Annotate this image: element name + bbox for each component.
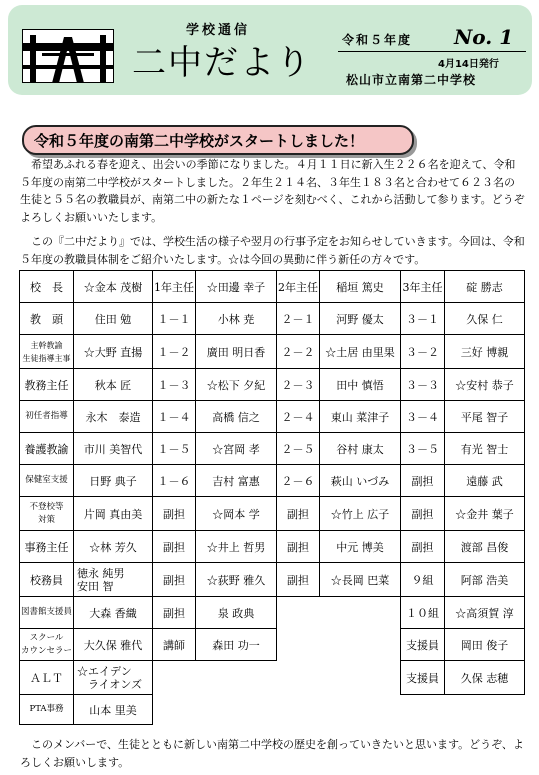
table-cell: PTA事務 [20, 695, 74, 725]
table-cell: 河野 優太 [320, 303, 401, 335]
table-cell: ３－２ [401, 335, 445, 369]
table-cell: 久保 仁 [445, 303, 525, 335]
headline-text: 令和５年度の南第二中学校がスタートしました！ [34, 132, 365, 150]
table-cell: 住田 勉 [74, 303, 153, 335]
table-cell: １－２ [153, 335, 196, 369]
table-cell: ＡＬＴ [20, 661, 74, 695]
table-cell: 校 長 [20, 271, 74, 303]
table-cell: ２－１ [277, 303, 320, 335]
table-cell [401, 695, 445, 725]
table-cell: 不登校等 対策 [20, 497, 74, 531]
table-row [20, 597, 525, 629]
table-cell [277, 597, 320, 629]
closing-paragraph: このメンバーで、生徒とともに新しい南第二中学校の歴史を創っていきたいと思います。どうぞ、よろしくお願いします。 [20, 738, 524, 769]
table-cell: ☆高須賀 淳 [445, 597, 525, 629]
table-cell: ３－５ [401, 433, 445, 465]
table-cell: 岡田 俊子 [445, 629, 525, 661]
table-cell: 副担 [277, 563, 320, 597]
table-cell: ☆井上 哲男 [196, 531, 277, 563]
table-cell: ☆エイデン ライオンズ [74, 661, 153, 695]
table-cell: 副担 [153, 563, 196, 597]
table-cell: 秋本 匠 [74, 369, 153, 401]
table-cell: 吉村 富惠 [196, 465, 277, 497]
table-cell: 有光 智士 [445, 433, 525, 465]
table-cell: 3年主任 [401, 271, 445, 303]
fiscal-year: 令和５年度 [342, 33, 413, 47]
table-row [20, 695, 525, 725]
table-cell: 保健室支援 [20, 465, 74, 497]
staff-table [19, 270, 525, 725]
table-cell: 東山 菜津子 [320, 401, 401, 433]
table-cell [320, 695, 401, 725]
table-cell: 校務員 [20, 563, 74, 597]
table-cell [277, 629, 320, 661]
table-cell: 遠藤 武 [445, 465, 525, 497]
table-cell: １－３ [153, 369, 196, 401]
table-cell: ☆荻野 雅久 [196, 563, 277, 597]
table-cell: １－５ [153, 433, 196, 465]
table-cell: ２－６ [277, 465, 320, 497]
table-cell: 副担 [277, 497, 320, 531]
table-cell: 大久保 雅代 [74, 629, 153, 661]
table-row [20, 563, 525, 597]
table-row [20, 369, 525, 401]
table-cell: 副担 [401, 531, 445, 563]
table-cell: 日野 典子 [74, 465, 153, 497]
school-crest-logo [22, 29, 114, 83]
table-cell: 泉 政典 [196, 597, 277, 629]
table-cell: 片岡 真由美 [74, 497, 153, 531]
masthead [8, 5, 532, 95]
table-cell: 永木 泰造 [74, 401, 153, 433]
school-name: 松山市立南第二中学校 [346, 73, 477, 87]
table-cell: 教務主任 [20, 369, 74, 401]
table-cell [277, 661, 320, 695]
table-cell: １－６ [153, 465, 196, 497]
newsletter-title: 二中だより [132, 43, 312, 83]
table-cell: ３－３ [401, 369, 445, 401]
table-cell: 市川 美智代 [74, 433, 153, 465]
table-cell [445, 695, 525, 725]
table-row [20, 629, 525, 661]
table-cell: 廣田 明日香 [196, 335, 277, 369]
table-cell: ９組 [401, 563, 445, 597]
table-cell: ☆宮岡 孝 [196, 433, 277, 465]
table-cell: ☆岡本 学 [196, 497, 277, 531]
table-cell: スクール カウンセラー [20, 629, 74, 661]
table-cell: 2年主任 [277, 271, 320, 303]
table-cell: 平尾 智子 [445, 401, 525, 433]
table-row [20, 465, 525, 497]
table-cell: 副担 [277, 531, 320, 563]
table-cell: １０組 [401, 597, 445, 629]
table-cell: 稲垣 篤史 [320, 271, 401, 303]
table-cell: 大森 香織 [74, 597, 153, 629]
table-cell: ☆金井 葉子 [445, 497, 525, 531]
table-cell: ☆林 芳久 [74, 531, 153, 563]
table-row [20, 401, 525, 433]
table-cell: 中元 博美 [320, 531, 401, 563]
table-row [20, 433, 525, 465]
newsletter-subtitle: 学校通信 [186, 23, 251, 38]
table-row [20, 335, 525, 369]
table-cell: 田中 慎悟 [320, 369, 401, 401]
table-cell: 副担 [401, 465, 445, 497]
table-cell: 副担 [401, 497, 445, 531]
table-cell: ☆安村 恭子 [445, 369, 525, 401]
table-cell: ☆金本 茂樹 [74, 271, 153, 303]
table-cell: 1年主任 [153, 271, 196, 303]
table-cell: ☆土居 由里果 [320, 335, 401, 369]
table-row [20, 497, 525, 531]
table-cell [320, 629, 401, 661]
table-cell [277, 695, 320, 725]
issue-info [338, 23, 528, 87]
table-row [20, 303, 525, 335]
table-cell: 谷村 康太 [320, 433, 401, 465]
table-cell: ☆竹上 広子 [320, 497, 401, 531]
table-cell: 萩山 いづみ [320, 465, 401, 497]
table-cell: 副担 [153, 531, 196, 563]
table-cell: 副担 [153, 597, 196, 629]
table-cell: ２－５ [277, 433, 320, 465]
table-cell: １－１ [153, 303, 196, 335]
issue-date: 4月14日発行 [438, 59, 499, 70]
table-cell: 久保 志穂 [445, 661, 525, 695]
table-cell [153, 695, 196, 725]
intro-paragraph: 希望あふれる春を迎え、出会いの季節になりました。４月１１日に新入生２２６名を迎えて、令和５年度の南第二中学校がスタートしました。２年生２１４名、３年生１８３名と合わせて６２３名の生徒と５５名の教職員が、南第二中の新たな１ページを刻むべく、これから活動して参ります。どうぞよろしくお願いいたします。 [20, 158, 525, 224]
table-cell [320, 661, 401, 695]
table-cell: ２－３ [277, 369, 320, 401]
table-cell: 支援員 [401, 629, 445, 661]
table-cell: 森田 功一 [196, 629, 277, 661]
table-cell: 阿部 浩美 [445, 563, 525, 597]
table-cell: 事務主任 [20, 531, 74, 563]
table-cell [153, 661, 196, 695]
table-cell: 高橋 信之 [196, 401, 277, 433]
table-cell: 山本 里美 [74, 695, 153, 725]
table-cell: 渡部 昌俊 [445, 531, 525, 563]
intro-paragraph-2: この『二中だより』では、学校生活の様子や翌月の行事予定をお知らせしていきます。今回は、令和５年度の教職員体制をご紹介いたします。☆は今回の異動に伴う新任の方々です。 [20, 235, 525, 266]
table-cell: 教 頭 [20, 303, 74, 335]
table-cell: 講師 [153, 629, 196, 661]
table-cell [320, 597, 401, 629]
table-row [20, 271, 525, 303]
table-cell [196, 695, 277, 725]
table-cell: 初任者指導 [20, 401, 74, 433]
table-cell: 徳永 純男 安田 智 [74, 563, 153, 597]
table-row [20, 661, 525, 695]
table-cell: ☆長岡 巴菜 [320, 563, 401, 597]
table-cell: ３－４ [401, 401, 445, 433]
table-cell: ２－２ [277, 335, 320, 369]
table-cell: 副担 [153, 497, 196, 531]
table-cell: 三好 博親 [445, 335, 525, 369]
table-row [20, 531, 525, 563]
table-cell: ☆松下 夕紀 [196, 369, 277, 401]
table-cell [196, 661, 277, 695]
divider [338, 51, 526, 52]
table-cell: 支援員 [401, 661, 445, 695]
headline-banner [22, 125, 414, 155]
table-cell: ２－４ [277, 401, 320, 433]
table-cell: 図書館支援員 [20, 597, 74, 629]
table-cell: ☆田邊 幸子 [196, 271, 277, 303]
table-cell: ☆大野 直揚 [74, 335, 153, 369]
table-cell: ３－１ [401, 303, 445, 335]
table-cell: 小林 尭 [196, 303, 277, 335]
issue-number: No. 1 [454, 25, 514, 49]
table-cell: １－４ [153, 401, 196, 433]
table-cell: 碇 勝志 [445, 271, 525, 303]
table-cell: 主幹教諭 生徒指導主事 [20, 335, 74, 369]
table-cell: 養護教諭 [20, 433, 74, 465]
